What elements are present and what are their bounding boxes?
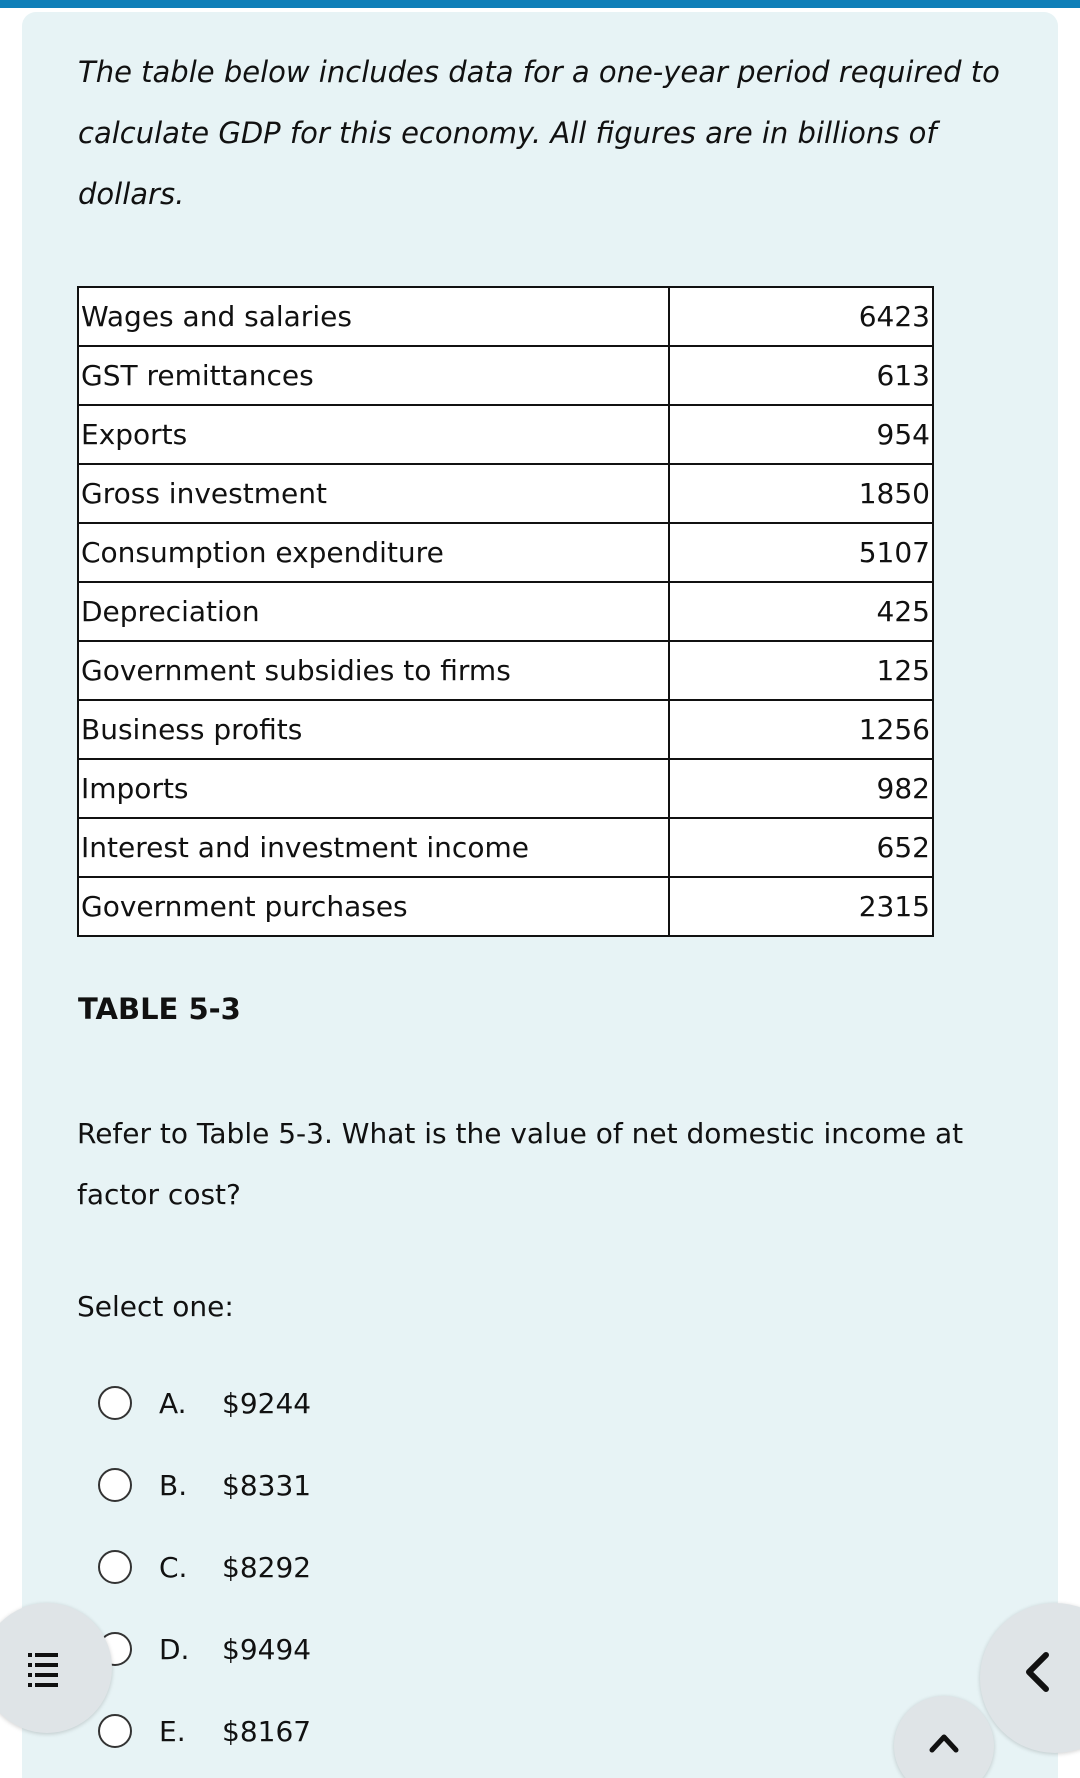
gdp-data-table	[77, 286, 934, 937]
intro-text: The table below includes data for a one-year period required to calculate GDP for this economy. All figures are in billions of dollars.	[78, 55, 1000, 211]
row-label: Government subsidies to firms	[78, 641, 669, 700]
option-b[interactable]	[98, 1444, 698, 1526]
table-row	[78, 582, 933, 641]
select-one-label: Select one:	[77, 1290, 234, 1323]
row-label: Gross investment	[78, 464, 669, 523]
row-value: 652	[669, 818, 933, 877]
option-text: $8167	[222, 1714, 312, 1748]
row-value: 954	[669, 405, 933, 464]
row-label: Consumption expenditure	[78, 523, 669, 582]
radio-button[interactable]	[98, 1714, 132, 1748]
row-value: 125	[669, 641, 933, 700]
option-letter: A.	[159, 1386, 187, 1420]
chevron-up-icon	[928, 1732, 960, 1758]
radio-button[interactable]	[98, 1550, 132, 1584]
radio-button[interactable]	[98, 1468, 132, 1502]
table-row	[78, 759, 933, 818]
row-label: Imports	[78, 759, 669, 818]
row-value: 1256	[669, 700, 933, 759]
option-text: $8331	[222, 1468, 312, 1502]
row-value: 2315	[669, 877, 933, 936]
table-row	[78, 287, 933, 346]
row-label: Depreciation	[78, 582, 669, 641]
table-row	[78, 405, 933, 464]
option-e[interactable]	[98, 1690, 698, 1772]
row-value: 613	[669, 346, 933, 405]
question-text: Refer to Table 5-3. What is the value of net domestic income at factor cost?	[77, 1117, 964, 1211]
row-label: Interest and investment income	[78, 818, 669, 877]
option-letter: B.	[159, 1468, 188, 1502]
list-icon	[28, 1653, 58, 1691]
row-value: 6423	[669, 287, 933, 346]
row-value: 5107	[669, 523, 933, 582]
table-row	[78, 464, 933, 523]
option-letter: E.	[159, 1714, 186, 1748]
table-row	[78, 877, 933, 936]
option-letter: D.	[159, 1632, 190, 1666]
answer-options	[98, 1362, 698, 1772]
row-label: Government purchases	[78, 877, 669, 936]
option-text: $9494	[222, 1632, 312, 1666]
row-value: 982	[669, 759, 933, 818]
option-a[interactable]	[98, 1362, 698, 1444]
chevron-left-icon	[1022, 1651, 1052, 1697]
option-c[interactable]	[98, 1526, 698, 1608]
row-label: Exports	[78, 405, 669, 464]
table-row	[78, 523, 933, 582]
row-label: Wages and salaries	[78, 287, 669, 346]
table-row	[78, 346, 933, 405]
radio-button[interactable]	[98, 1386, 132, 1420]
table-row	[78, 818, 933, 877]
option-letter: C.	[159, 1550, 188, 1584]
row-value: 1850	[669, 464, 933, 523]
top-accent-bar	[0, 0, 1080, 8]
row-value: 425	[669, 582, 933, 641]
table-row	[78, 700, 933, 759]
row-label: GST remittances	[78, 346, 669, 405]
table-caption: TABLE 5-3	[78, 992, 241, 1026]
row-label: Business profits	[78, 700, 669, 759]
option-text: $8292	[222, 1550, 312, 1584]
option-text: $9244	[222, 1386, 312, 1420]
table-row	[78, 641, 933, 700]
option-d[interactable]	[98, 1608, 698, 1690]
